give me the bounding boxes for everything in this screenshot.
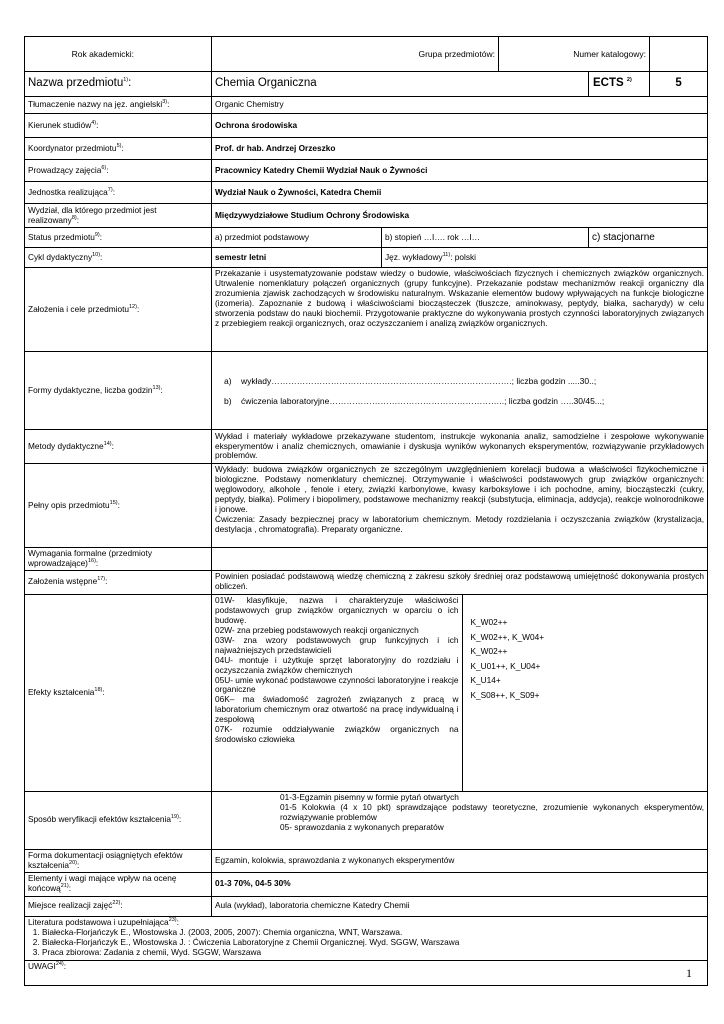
uwagi-cell [25, 960, 708, 985]
zalozenia-wstepne-label: Założenia wstępne$^{17)}$: [25, 570, 212, 594]
course-name-value: Chemia Organiczna [212, 72, 589, 97]
efekty-code: K_S08++, K_S09+ [470, 689, 540, 700]
weryfikacja-line: 05- sprawozdania z wykonanych preparatów [280, 821, 444, 832]
weryfikacja-line: 01-5 Kolokwia (4 x 10 pkt) sprawdzające podstawy teoretyczne, zrozumienie wykonanych eksperymentów, rozwiązywanie problemów [280, 801, 705, 822]
literatura-list [28, 928, 704, 958]
literatura-item: 1. Białecka-Florjańczyk E., Włostowska J. (2003, 2005, 2007): Chemia organiczna, WNT, Warszawa. [42, 928, 704, 938]
status-row [25, 228, 708, 248]
course-name-row [25, 72, 708, 97]
pelny-opis-label: Pełny opis przedmiotu$^{15)}$: [25, 464, 212, 548]
pelny-opis-value: Wykłady: budowa związków organicznych ze szczególnym uwzględnieniem korelacji budowa a właściwości fizykochemiczne i biologiczne. Podstawy nomenklatury chemicznej. Otrzymywanie i właściwości podstawowych grup związków organicznych: węglowodory, alkohole , fenole i etery, związki karbonylowe, kwasy karboksylowe i ich pochodne, aminy, biocząsteczki (cukry, peptydy, białka). Polimery i biopolimery, podstawowe mechanizmy reakcji (substytucja, eliminacja, addycja), reakcje wolnorodnikowe i jonowe. Ćwiczenia: Zasady bezpiecznej pracy w laboratorium chemicznym. Metody rozdzielania i oczyszczania związków (krystalizacja, destylacja , chromatografia). Preparaty organiczne. [212, 464, 708, 548]
cykl-value: semestr letni [212, 248, 382, 268]
efekty-row [25, 594, 708, 791]
rok-akademicki-label: Rok akademicki: [25, 37, 212, 72]
wymagania-value [212, 548, 708, 571]
dokumentacja-label: Forma dokumentacji osiągniętych efektów kształcenia$^{20)}$: [25, 849, 212, 872]
prowadzacy-row [25, 160, 708, 182]
weryfikacja-value [212, 791, 708, 849]
koordynator-label: Koordynator przedmiotu$^{5)}$: [25, 138, 212, 160]
weryfikacja-line: 01-3-Egzamin pisemny w formie pytań otwartych [280, 791, 459, 802]
uwagi-label: UWAGI$^{24)}$: [28, 960, 67, 971]
koordynator-value: Prof. dr hab. Andrzej Orzeszko [212, 138, 708, 160]
zalozenia-wstepne-value: Powinien posiadać podstawową wiedzę chemiczną z zakresu szkoły średniej oraz podstawową umiejętność dokonywania prostych obliczeń. [212, 570, 708, 594]
status-a: a) przedmiot podstawowy [212, 228, 382, 248]
efekty-label: Efekty kształcenia$^{18)}$: [25, 594, 212, 791]
status-c: c) stacjonarne [589, 228, 708, 248]
literatura-row [25, 916, 708, 960]
kierunek-value: Ochrona środowiska [212, 114, 708, 138]
metody-label: Metody dydaktyczne$^{14)}$: [25, 430, 212, 464]
formy-label: Formy dydaktyczne, liczba godzin$^{13)}$: [25, 352, 212, 430]
wymagania-label: Wymagania formalne (przedmioty wprowadzające)$^{16)}$: [25, 548, 212, 571]
weryfikacja-row [25, 791, 708, 849]
literatura-cell [25, 916, 708, 960]
status-label: Status przedmiotu$^{9)}$: [25, 228, 212, 248]
grupa-przedmiotow-label: Grupa przedmiotów: [212, 37, 499, 72]
formy-item-cwiczenia: b) ćwiczenia laboratoryjne……………………………………………………..; liczba godzin …..30/45...; [224, 395, 605, 406]
elementy-value: 01-3 70%, 04-5 30% [212, 872, 708, 896]
miejsce-value: Aula (wykład), laboratoria chemiczne Katedry Chemii [212, 896, 708, 916]
elementy-row [25, 872, 708, 896]
efekty-inner-table [212, 595, 707, 791]
prowadzacy-label: Prowadzący zajęcia$^{6)}$: [25, 160, 212, 182]
miejsce-label: Miejsce realizacji zajęć$^{22)}$: [25, 896, 212, 916]
zalozenia-value: Przekazanie i usystematyzowanie podstaw wiedzy o budowie, właściwościach fizycznych i chemicznych związków organicznych. Utrwalenie nomenklatury połączeń organicznych (grupy funkcyjne). Przekazanie podstaw mechanizmów reakcji organiczny dla zrozumienia zjawisk zachodzących w środowisku naturalnym. Wskazanie elementów budowy wpływających na funkcje biologiczne (izomeria). Zapoznanie z budową i właściwościami biocząsteczek (tłuszcze, aminokwasy, peptydy, białka, sacharydy) w celu stworzenia podstaw do nauki biochemii. Przygotowanie praktyczne do wykonywania prostych czynności laboratoryjnych związanych z przebiegiem reakcji organicznych, oraz oczyszczaniem i analizą związków organicznych. [212, 268, 708, 352]
literatura-label: Literatura podstawowa i uzupełniająca$^{23)}$: [28, 916, 179, 927]
efekty-value [212, 594, 708, 791]
efekty-text: 01W- klasyfikuje, nazwa i charakteryzuje właściwości podstawowych grup związków organicznych w oparciu o ich budowę. 02W- zna przebieg podstawowych reakcji organicznych 03W- zna wzory podstawowych grup funkcyjnych i ich najważniejszych przedstawicieli 04U- montuje i użytkuje sprzęt laboratoryjny do rozdziału i oczyszczania związków chemicznych 05U- umie wykonać podstawowe czynności laboratoryjne i reakcje organiczne 06K– ma świadomość zagrożeń związanych z pracą w laboratorium chemicznym oraz otwartość na pracę indywidualną i zespołową 07K- rozumie oddziaływanie związków organicznych na środowisko człowieka [215, 594, 459, 745]
formy-item-wyklady: a) wykłady………………………………………………………………………….; liczba godzin .....30..; [224, 375, 597, 386]
translation-value: Organic Chemistry [212, 97, 708, 114]
efekty-codes [462, 595, 707, 791]
translation-label: Tłumaczenie nazwy na jęz. angielski$^{3)}$: [25, 97, 212, 114]
numer-katalogowy-value [650, 37, 708, 72]
metody-row [25, 430, 708, 464]
translation-row [25, 97, 708, 114]
metody-value: Wykład i materiały wykładowe przekazywane studentom, instrukcje wykonania analiz, samodzielne i zespołowe wykonywanie eksperymentów i analiz chemicznych, omawianie i dyskusja wyników wykonanych eksperymentów, rozwiązywanie przykładowych problemów. [212, 430, 708, 464]
dokumentacja-value: Egzamin, kolokwia, sprawozdania z wykonanych eksperymentów [212, 849, 708, 872]
formy-value [212, 352, 708, 430]
status-b: b) stopień …I…. rok …I… [382, 228, 589, 248]
dokumentacja-row [25, 849, 708, 872]
ects-value: 5 [650, 72, 708, 97]
efekty-code: K_W02++ [470, 646, 508, 657]
zalozenia-row [25, 268, 708, 352]
uwagi-row [25, 960, 708, 985]
wydzial-label: Wydział, dla którego przedmiot jest realizowany$^{8)}$: [25, 204, 212, 228]
course-name-label: Nazwa przedmiotu$^{1)}$: [25, 72, 212, 97]
efekty-code: K_U14+ [470, 675, 501, 686]
cykl-label: Cykl dydaktyczny$^{10)}$: [25, 248, 212, 268]
syllabus-table [24, 36, 708, 986]
literatura-item: 2. Białecka-Florjańczyk E., Włostowska J. : Ćwiczenia Laboratoryjne z Chemii Organicznej. Wyd. SGGW, Warszawa [42, 938, 704, 948]
jezyk-wykladowy: Jęz. wykładowy$^{11)}$: polski [382, 248, 708, 268]
efekty-code: K_U01++, K_U04+ [470, 660, 541, 671]
weryfikacja-label: Sposób weryfikacji efektów kształcenia$^{19)}$: [25, 791, 212, 849]
prowadzacy-value: Pracownicy Katedry Chemii Wydział Nauk o Żywności [212, 160, 708, 182]
literatura-item: 3. Praca zbiorowa: Zadania z chemii, Wyd. SGGW, Warszawa [42, 948, 704, 958]
header-row [25, 37, 708, 72]
efekty-code: K_W02++ [470, 616, 508, 627]
wydzial-row [25, 204, 708, 228]
syllabus-form [24, 36, 707, 986]
formy-row [25, 352, 708, 430]
cykl-row [25, 248, 708, 268]
koordynator-row [25, 138, 708, 160]
jednostka-row [25, 182, 708, 204]
zalozenia-wstepne-row [25, 570, 708, 594]
pelny-opis-row [25, 464, 708, 548]
zalozenia-label: Założenia i cele przedmiotu$^{12)}$: [25, 268, 212, 352]
jednostka-value: Wydział Nauk o Żywności, Katedra Chemii [212, 182, 708, 204]
numer-katalogowy-label: Numer katalogowy: [499, 37, 650, 72]
jednostka-label: Jednostka realizująca$^{7)}$: [25, 182, 212, 204]
efekty-code: K_W02++, K_W04+ [470, 631, 545, 642]
page-number: 1 [686, 966, 692, 980]
kierunek-row [25, 114, 708, 138]
wymagania-row [25, 548, 708, 571]
ects-label: ECTS $^{2)}$ [589, 72, 650, 97]
wydzial-value: Międzywydziałowe Studium Ochrony Środowiska [212, 204, 708, 228]
kierunek-label: Kierunek studiów$^{4)}$: [25, 114, 212, 138]
miejsce-row [25, 896, 708, 916]
elementy-label: Elementy i wagi mające wpływ na ocenę końcową$^{21)}$: [25, 872, 212, 896]
